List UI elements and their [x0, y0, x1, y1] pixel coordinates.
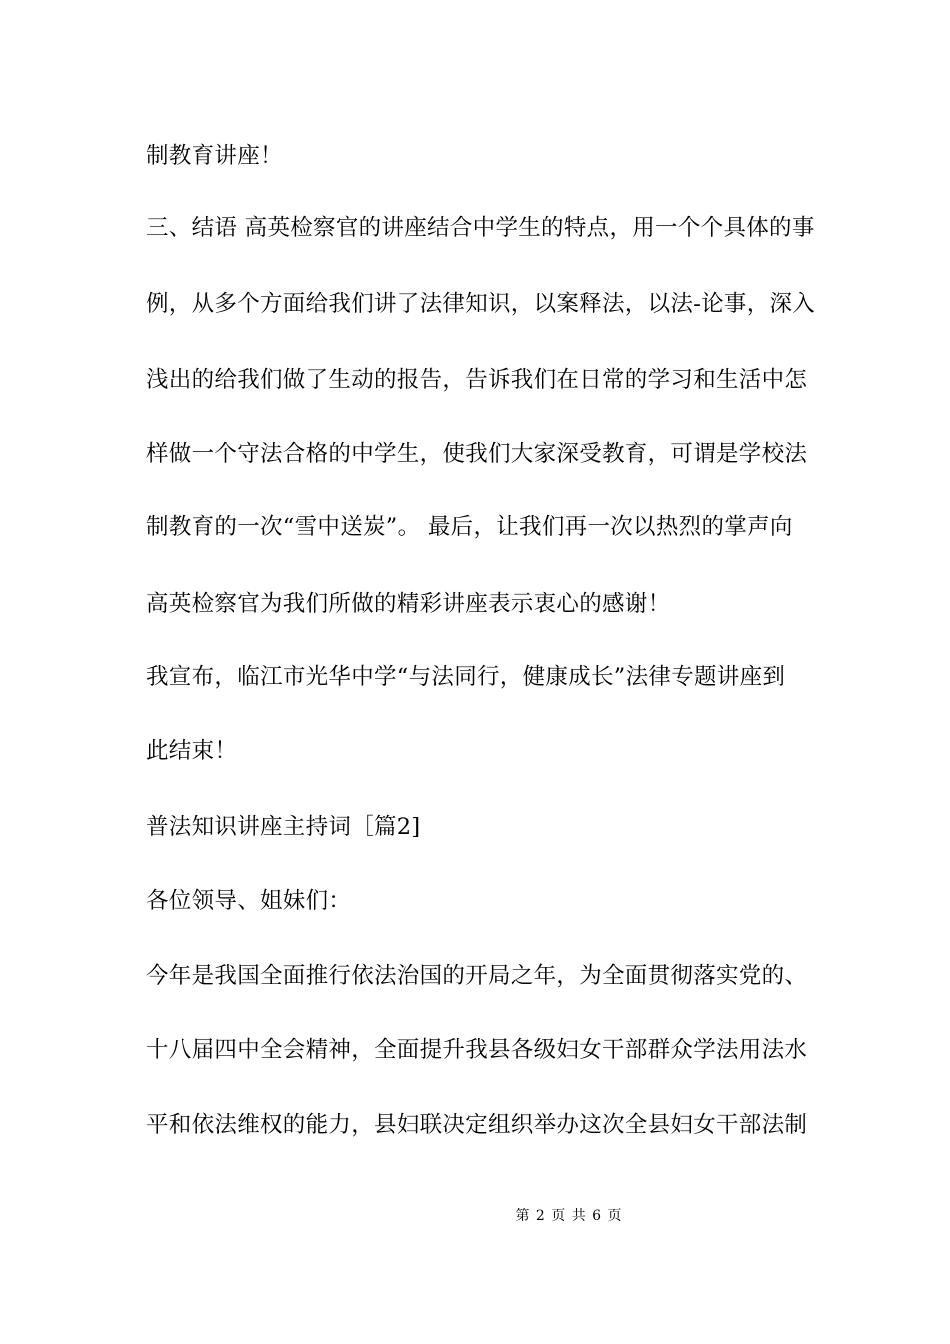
text-line-6: 制教育的一次“雪中送炭”。 最后，让我们再一次以热烈的掌声向: [146, 514, 793, 540]
section-heading: 普法知识讲座主持词［篇2]: [146, 814, 421, 840]
text-line-4: 浅出的给我们做了生动的报告，告诉我们在日常的学习和生活中怎: [146, 367, 808, 393]
salutation-line: 各位领导、姐妹们：: [146, 888, 352, 914]
text-line-9: 此结束！: [146, 738, 238, 764]
text-line-8: 我宣布，临江市光华中学“与法同行，健康成长”法律专题讲座到: [146, 664, 786, 690]
page-number: 第 2 页 共 6 页: [515, 1208, 623, 1224]
text-line-7: 高英检察官为我们所做的精彩讲座表示衷心的感谢！: [146, 591, 671, 617]
text-line-5: 样做一个守法合格的中学生，使我们大家深受教育，可谓是学校法: [146, 441, 808, 467]
text-line-12: 今年是我国全面推行依法治国的开局之年，为全面贯彻落实党的、: [146, 963, 808, 989]
text-line-14: 平和依法维权的能力，县妇联决定组织举办这次全县妇女干部法制: [146, 1112, 808, 1138]
text-line-2: 三、结语 高英检察官的讲座结合中学生的特点，用一个个具体的事: [146, 215, 815, 241]
text-line-1: 制教育讲座！: [146, 143, 283, 169]
page-footer: [0, 1206, 950, 1226]
text-line-3: 例，从多个方面给我们讲了法律知识，以案释法，以法-论事，深入: [146, 291, 816, 317]
text-line-13: 十八届四中全会精神，全面提升我县各级妇女干部群众学法用法水: [146, 1037, 808, 1063]
